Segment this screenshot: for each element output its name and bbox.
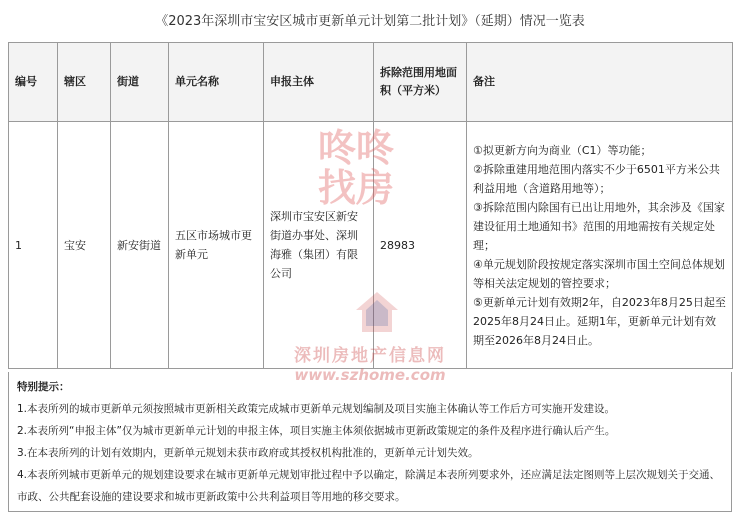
watermark-char: 找 — [318, 166, 357, 210]
watermark-char: 房 — [356, 166, 395, 210]
notice-item: 3.在本表所列的计划有效期内，更新单元规划未获市政府或其授权机构批准的，更新单元计划失效。 — [17, 447, 479, 459]
table-header-row — [9, 43, 733, 122]
cell-unit-name: 五区市场城市更新单元 — [169, 122, 264, 369]
notice-title: 特别提示： — [17, 381, 70, 393]
cell-area: 28983 — [374, 122, 467, 369]
special-notice — [8, 372, 732, 512]
header-street: 街道 — [111, 43, 169, 122]
table-row — [9, 122, 733, 369]
header-unit-name: 单元名称 — [169, 43, 264, 122]
watermark-char: 咚 — [356, 126, 395, 170]
cell-notes — [467, 122, 733, 369]
plan-table — [8, 42, 733, 369]
watermark-site-name: 深圳房地产信息网 — [294, 346, 446, 366]
watermark-site-url: www.szhome.com — [294, 366, 446, 384]
note-item: ③拆除范围内除国有已出让用地外，其余涉及《国家建设征用土地通知书》范围的用地需按有关规定处理； — [473, 200, 725, 252]
header-notes: 备注 — [467, 43, 733, 122]
page-title: 《2023年深圳市宝安区城市更新单元计划第二批计划》（延期）情况一览表 — [155, 14, 585, 29]
note-item: ②拆除重建用地范围内落实不少于6501平方米公共利益用地（含道路用地等）； — [473, 162, 720, 195]
note-item: ④单元规划阶段按规定落实深圳市国土空间总体规划等相关法定规划的管控要求； — [473, 257, 725, 290]
header-district: 辖区 — [58, 43, 111, 122]
header-applicant: 申报主体 — [264, 43, 374, 122]
note-item: ⑤更新单元计划有效期2年，自2023年8月25日起至2025年8月24日止。延期1年，更新单元计划有效期至2026年8月24日止。 — [473, 295, 726, 347]
watermark-char: 咚 — [318, 126, 357, 170]
cell-no: 1 — [9, 122, 58, 369]
cell-district: 宝安 — [58, 122, 111, 369]
header-no: 编号 — [9, 43, 58, 122]
cell-applicant: 深圳市宝安区新安街道办事处、深圳海雅（集团）有限公司 — [264, 122, 374, 369]
notice-item: 2.本表所列“申报主体”仅为城市更新单元计划的申报主体，项目实施主体须依据城市更新政策规定的条件及程序进行确认后产生。 — [17, 425, 616, 437]
header-area: 拆除范围用地面积（平方米） — [374, 43, 467, 122]
cell-street: 新安街道 — [111, 122, 169, 369]
notice-item: 1.本表所列的城市更新单元须按照城市更新相关政策完成城市更新单元规划编制及项目实施主体确认等工作后方可实施开发建设。 — [17, 403, 616, 415]
notice-item: 4.本表所列城市更新单元的规划建设要求在城市更新单元规划审批过程中予以确定，除满足本表所列要求外，还应满足法定图则等上层次规划关于交通、市政、公共配套设施的建设要求和城市更新政策中公共利益项目等用地的移交要求。 — [17, 469, 721, 503]
note-item: ①拟更新方向为商业（C1）等功能； — [473, 143, 652, 157]
